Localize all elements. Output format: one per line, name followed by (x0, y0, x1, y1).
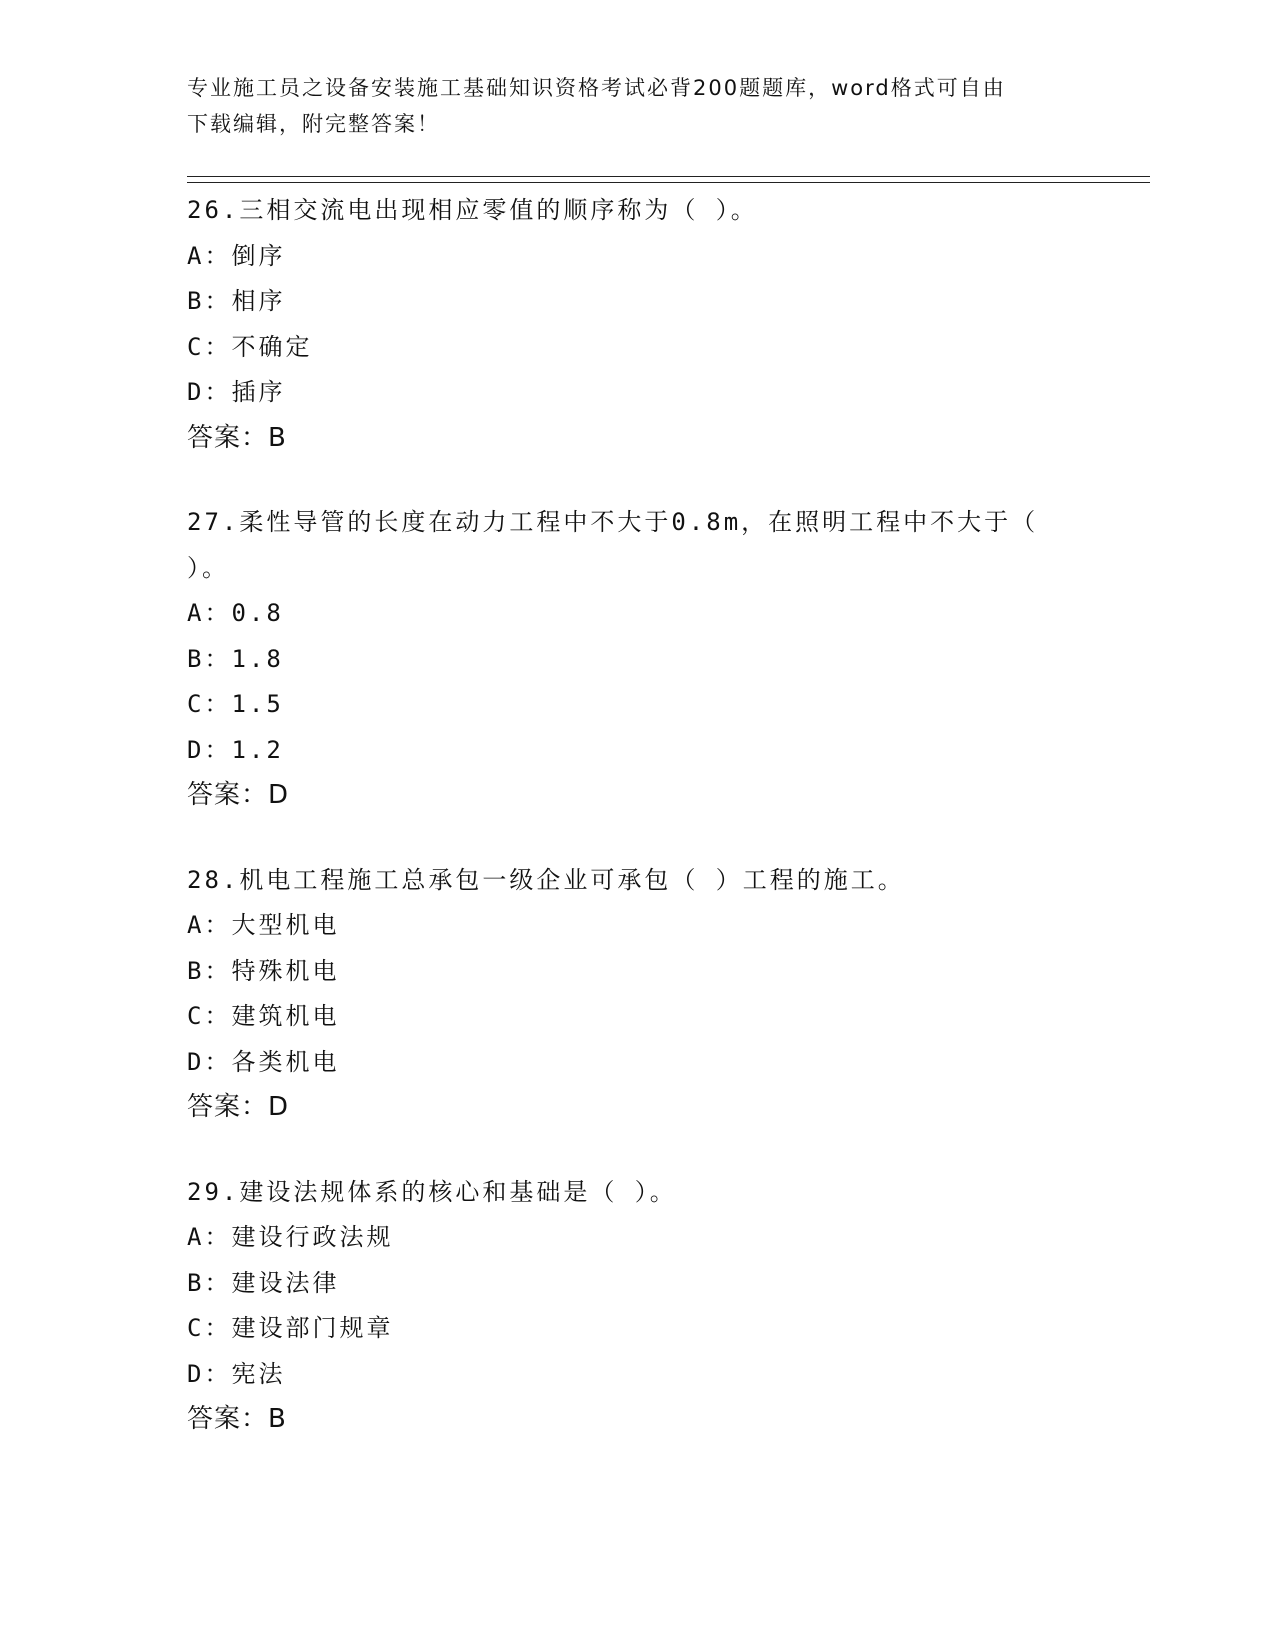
header-divider-top (187, 176, 1150, 177)
option-d: D：1.2 (187, 735, 284, 764)
answer: 答案：D (187, 1092, 290, 1122)
answer: 答案：D (187, 780, 290, 810)
header-line-1: 专业施工员之设备安装施工基础知识资格考试必背200题题库，word格式可自由 (187, 76, 1006, 100)
option-a: A：倒序 (187, 241, 286, 270)
option-c: C：建筑机电 (187, 1002, 340, 1030)
option-b: B：1.8 (187, 644, 284, 673)
option-c: C：不确定 (187, 332, 313, 361)
question-26 (187, 188, 1087, 461)
option-d: D：宪法 (187, 1359, 286, 1388)
option-a: A：大型机电 (187, 911, 340, 939)
header-line-2: 下载编辑，附完整答案！ (187, 112, 440, 136)
question-list (187, 188, 1087, 1482)
option-b: B：相序 (187, 287, 286, 315)
question-27 (187, 500, 1087, 819)
option-a: A：建设行政法规 (187, 1223, 394, 1251)
option-c: C：建设部门规章 (187, 1314, 394, 1342)
question-28 (187, 858, 1087, 1131)
question-29 (187, 1170, 1087, 1443)
option-d: D：各类机电 (187, 1047, 340, 1076)
document-header (187, 70, 1067, 142)
option-a: A：0.8 (187, 599, 284, 627)
header-divider-bottom (187, 182, 1150, 183)
answer: 答案：B (187, 1404, 287, 1434)
question-stem: 28.机电工程施工总承包一级企业可承包（ ）工程的施工。 (187, 865, 905, 894)
question-stem: 29.建设法规体系的核心和基础是（ ）。 (187, 1177, 677, 1206)
option-d: D：插序 (187, 378, 286, 406)
option-b: B：特殊机电 (187, 956, 340, 985)
answer: 答案：B (187, 422, 287, 453)
option-c: C：1.5 (187, 690, 284, 718)
question-stem: 26.三相交流电出现相应零值的顺序称为（ ）。 (187, 196, 758, 224)
option-b: B：建设法律 (187, 1268, 340, 1297)
question-stem: 27.柔性导管的长度在动力工程中不大于0.8m，在照明工程中不大于（ ）。 (187, 508, 1056, 582)
